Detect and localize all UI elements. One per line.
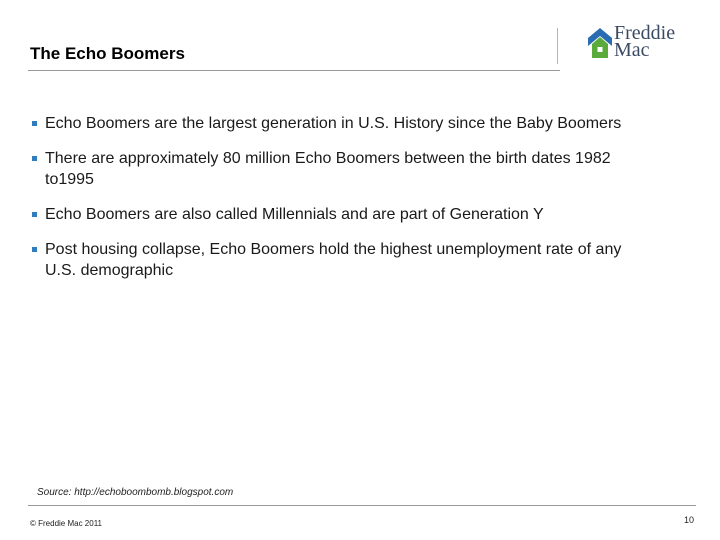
slide-title: The Echo Boomers — [30, 44, 185, 63]
bullet-list — [32, 113, 632, 295]
logo-line-1: Freddie — [614, 22, 676, 44]
page-number: 10 — [683, 515, 694, 525]
title-divider — [28, 70, 560, 71]
freddie-mac-logo — [588, 22, 698, 65]
bullet-text: There are approximately 80 million Echo Boomers between the birth dates 1982 to1995 — [45, 150, 611, 188]
square-bullet-icon — [32, 212, 37, 217]
bullet-text: Echo Boomers are the largest generation in U.S. History since the Baby Boomers — [45, 115, 622, 132]
footer-divider — [28, 505, 696, 506]
logo-line-2: Mac — [614, 39, 650, 61]
house-icon — [588, 26, 612, 58]
square-bullet-icon — [32, 156, 37, 161]
logo-divider — [557, 28, 558, 64]
bullet-item — [32, 239, 632, 281]
bullet-item — [32, 113, 632, 134]
square-bullet-icon — [32, 247, 37, 252]
bullet-text: Post housing collapse, Echo Boomers hold the highest unemployment rate of any U.S. demographic — [45, 241, 622, 279]
bullet-item — [32, 204, 632, 225]
square-bullet-icon — [32, 121, 37, 126]
bullet-item — [32, 148, 632, 190]
source-citation: Source: http://echoboombomb.blogspot.com — [37, 487, 234, 498]
logo-wordmark — [614, 22, 676, 61]
bullet-text: Echo Boomers are also called Millennials and are part of Generation Y — [45, 206, 544, 223]
copyright-footer: © Freddie Mac 2011 — [30, 519, 103, 528]
